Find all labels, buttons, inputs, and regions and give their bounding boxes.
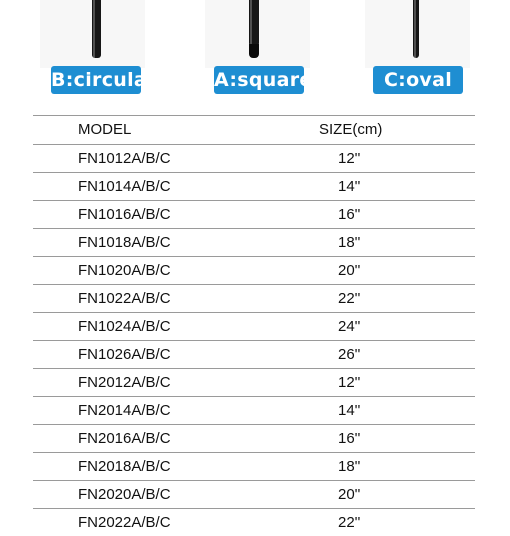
size-cell: 26'' — [338, 346, 361, 363]
table-row — [33, 368, 475, 396]
model-cell: FN1026A/B/C — [78, 346, 171, 363]
table-row — [33, 424, 475, 452]
product-photo-strip — [0, 0, 510, 68]
size-cell: 24'' — [338, 318, 361, 335]
size-cell: 14'' — [338, 402, 361, 419]
product-photo-square — [205, 0, 310, 68]
table-row — [33, 396, 475, 424]
model-cell: FN1018A/B/C — [78, 234, 171, 251]
model-cell: FN2020A/B/C — [78, 486, 171, 503]
model-cell: FN1020A/B/C — [78, 262, 171, 279]
table-row — [33, 256, 475, 284]
size-cell: 18'' — [338, 458, 361, 475]
table-row — [33, 228, 475, 256]
model-cell: FN2014A/B/C — [78, 402, 171, 419]
size-cell: 22'' — [338, 290, 361, 307]
column-header-size: SIZE(cm) — [319, 121, 383, 138]
model-cell: FN2012A/B/C — [78, 374, 171, 391]
variant-badge-oval: C:oval — [373, 66, 463, 94]
size-cell: 20'' — [338, 262, 361, 279]
column-header-model: MODEL — [78, 121, 132, 138]
size-cell: 16'' — [338, 206, 361, 223]
model-cell: FN2022A/B/C — [78, 514, 171, 531]
size-cell: 18'' — [338, 234, 361, 251]
model-cell: FN1012A/B/C — [78, 150, 171, 167]
size-cell: 16'' — [338, 430, 361, 447]
table-row — [33, 200, 475, 228]
size-cell: 12'' — [338, 374, 361, 391]
model-cell: FN1016A/B/C — [78, 206, 171, 223]
rod-shaft-circular — [92, 0, 101, 58]
variant-badge-square: A:square — [214, 66, 304, 94]
rod-shaft-oval — [413, 0, 419, 58]
size-cell: 20'' — [338, 486, 361, 503]
table-row — [33, 172, 475, 200]
size-cell: 22'' — [338, 514, 361, 531]
model-cell: FN1024A/B/C — [78, 318, 171, 335]
table-row — [33, 144, 475, 172]
rod-shaft-square — [249, 0, 259, 46]
model-cell: FN1022A/B/C — [78, 290, 171, 307]
product-photo-oval — [365, 0, 470, 68]
model-cell: FN2018A/B/C — [78, 458, 171, 475]
product-photo-circular — [40, 0, 145, 68]
table-row — [33, 340, 475, 368]
rod-ferrule-square — [249, 44, 259, 58]
table-body — [33, 144, 475, 536]
table-row — [33, 312, 475, 340]
variant-badge-circular: B:circular — [51, 66, 141, 94]
table-row — [33, 284, 475, 312]
table-row — [33, 452, 475, 480]
size-cell: 12'' — [338, 150, 361, 167]
size-cell: 14'' — [338, 178, 361, 195]
model-cell: FN2016A/B/C — [78, 430, 171, 447]
table-row — [33, 508, 475, 536]
model-cell: FN1014A/B/C — [78, 178, 171, 195]
table-row — [33, 480, 475, 508]
model-size-table — [33, 115, 475, 536]
table-header-row — [33, 115, 475, 144]
